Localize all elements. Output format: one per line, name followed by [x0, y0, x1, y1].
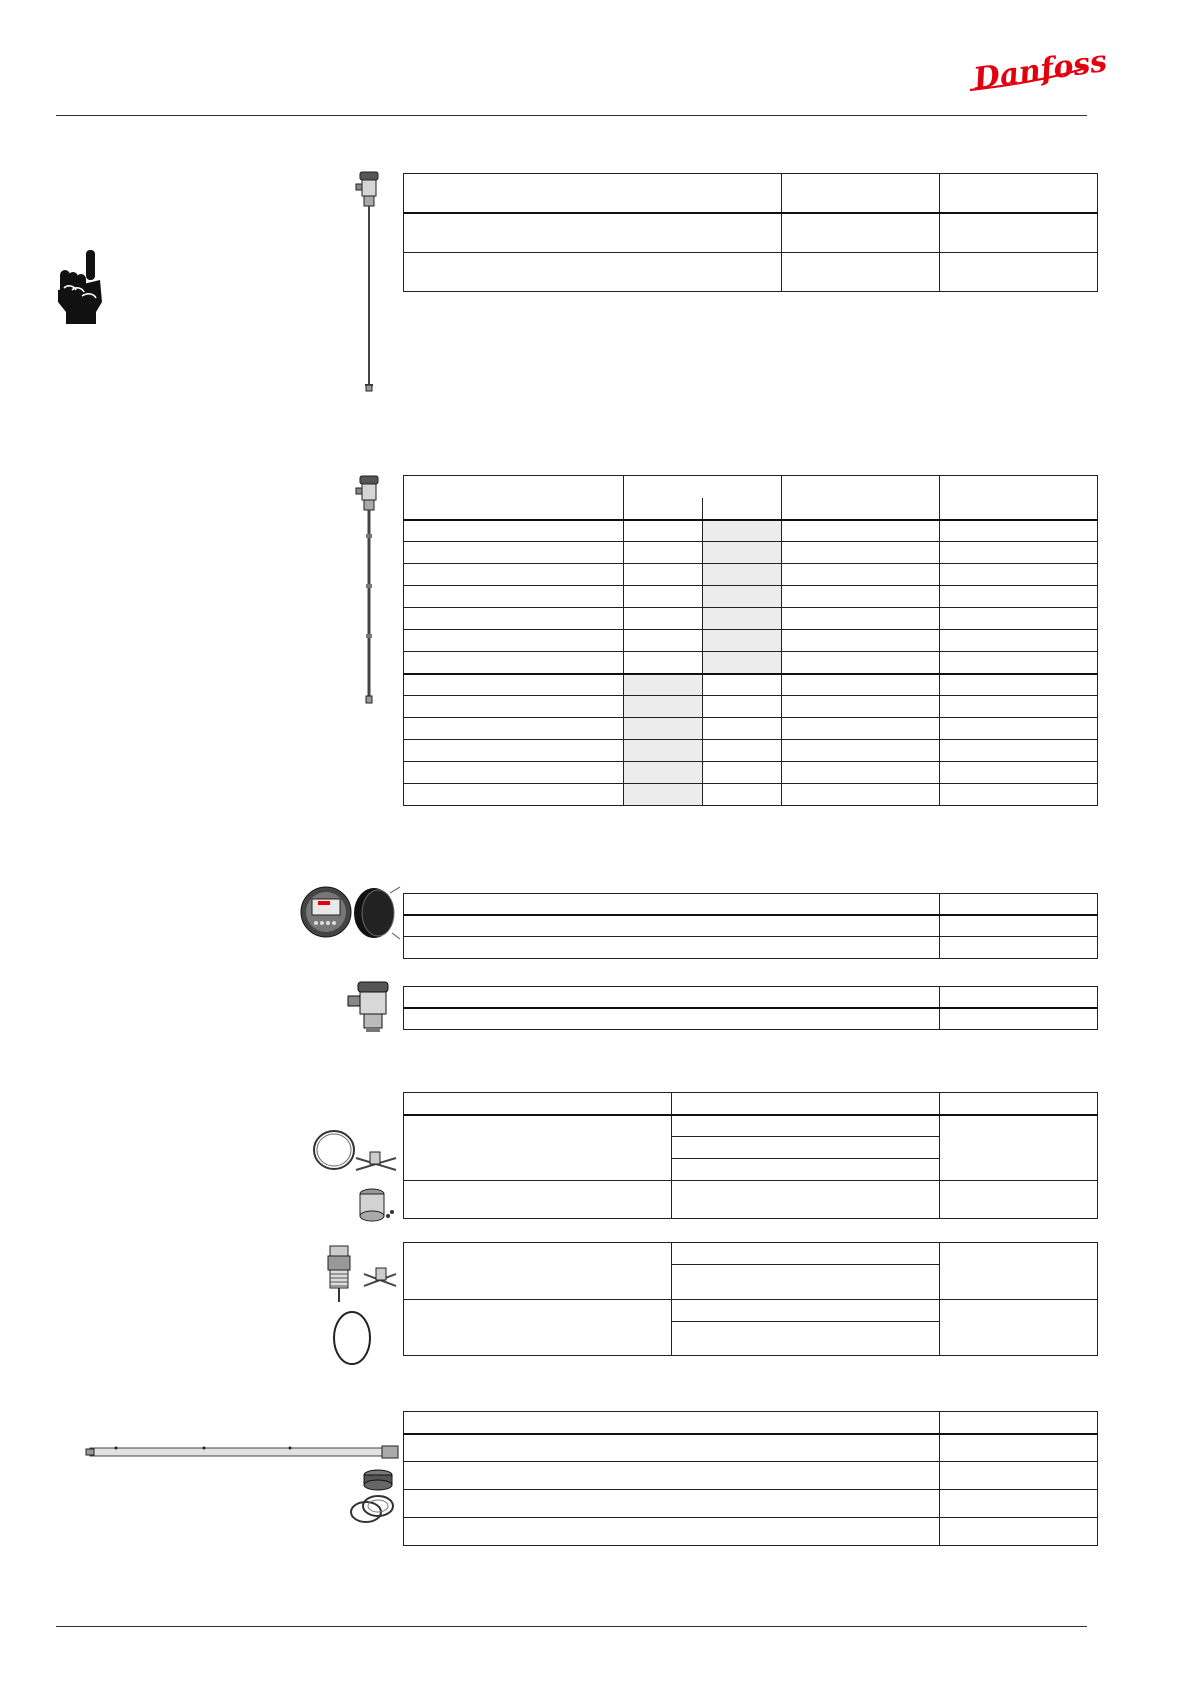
pointing-hand-icon: [56, 250, 108, 324]
table-row: [404, 987, 1098, 1008]
table-cell: [404, 630, 624, 652]
table-cell: [404, 696, 624, 718]
table-cell: [782, 253, 940, 292]
transmitter-head-icon: [346, 978, 394, 1034]
table-cell: [782, 174, 940, 213]
thread-adapter-icon: [324, 1244, 398, 1368]
table-row: [404, 213, 1098, 253]
svg-text:Danfoss: Danfoss: [971, 43, 1110, 98]
table-row: [404, 1434, 1098, 1462]
danfoss-logo: [966, 43, 1110, 98]
table-row: [404, 1490, 1098, 1518]
table-cell: [703, 564, 782, 586]
table-cell: [940, 608, 1098, 630]
sub-divider: [702, 498, 703, 520]
table-cell: [703, 740, 782, 762]
table-cell: [940, 1181, 1098, 1219]
probe-table-2: [403, 475, 1098, 806]
table-cell: [940, 174, 1098, 213]
table-cell: [404, 1300, 672, 1356]
table-cell: [404, 1462, 940, 1490]
table-cell: [404, 674, 624, 696]
table-cell: [624, 674, 703, 696]
gasket-rings-icon: [348, 1494, 396, 1524]
table-cell: [404, 1412, 940, 1434]
table-cell: [940, 740, 1098, 762]
table-cell: [940, 542, 1098, 564]
table-cell: [940, 253, 1098, 292]
table-row: [404, 542, 1098, 564]
table-row: [404, 1518, 1098, 1546]
table-row: [404, 1008, 1098, 1030]
table-cell: [782, 213, 940, 253]
table-cell: [782, 586, 940, 608]
table-cell: [404, 652, 624, 674]
table-cell: [703, 784, 782, 806]
table-cell: [624, 586, 703, 608]
table-cell: [703, 652, 782, 674]
table-cell: [940, 1243, 1098, 1300]
table-cell: [672, 1137, 940, 1159]
table-cell: [404, 718, 624, 740]
table-cell: [404, 894, 940, 915]
table-row: [404, 652, 1098, 674]
table-cell: [672, 1093, 940, 1115]
table-cell: [782, 740, 940, 762]
table-row: [404, 915, 1098, 937]
table-row: [404, 174, 1098, 213]
table-row: [404, 1243, 1098, 1265]
accessory-table-2: [403, 1242, 1098, 1356]
table-cell: [703, 718, 782, 740]
table-cell: [404, 915, 940, 937]
table-cell: [703, 674, 782, 696]
table-cell: [782, 696, 940, 718]
table-cell: [940, 987, 1098, 1008]
table-cell: [404, 542, 624, 564]
table-row: [404, 630, 1098, 652]
table-cell: [940, 762, 1098, 784]
table-cell: [940, 894, 1098, 915]
table-cell: [404, 1181, 672, 1219]
display-module-icon: [300, 885, 404, 941]
table-cell: [404, 1093, 672, 1115]
table-cell: [624, 652, 703, 674]
table-cell: [404, 937, 940, 959]
table-cell: [940, 718, 1098, 740]
table-cell: [404, 762, 624, 784]
footer-rule: [56, 1626, 1087, 1627]
table-cell: [940, 476, 1098, 520]
table-cell: [703, 696, 782, 718]
table-cell: [940, 1462, 1098, 1490]
table-cell: [404, 1518, 940, 1546]
table-cell: [940, 652, 1098, 674]
display-table: [403, 893, 1098, 959]
weld-socket-icon: [356, 1186, 396, 1226]
table-cell: [404, 1490, 940, 1518]
table-row: [404, 1300, 1098, 1322]
table-cell: [940, 1300, 1098, 1356]
table-cell: [782, 784, 940, 806]
table-cell: [624, 762, 703, 784]
table-cell: [672, 1265, 940, 1300]
table-cell: [624, 564, 703, 586]
table-cell: [782, 718, 940, 740]
table-cell: [404, 174, 782, 213]
table-cell: [782, 674, 940, 696]
table-cell: [703, 542, 782, 564]
table-row: [404, 740, 1098, 762]
table-cell: [672, 1159, 940, 1181]
table-cell: [624, 718, 703, 740]
table-row: [404, 520, 1098, 542]
danfoss-logo-icon: [966, 43, 1110, 98]
transmitter-table: [403, 986, 1098, 1030]
table-cell: [404, 564, 624, 586]
table-cell: [404, 1434, 940, 1462]
table-cell: [404, 784, 624, 806]
table-cell: [703, 520, 782, 542]
table-cell: [940, 1412, 1098, 1434]
header-rule: [56, 115, 1087, 116]
table-cell: [940, 586, 1098, 608]
table-cell: [703, 586, 782, 608]
table-cell: [782, 476, 940, 520]
table-row: [404, 586, 1098, 608]
table-cell: [404, 1115, 672, 1181]
table-cell: [703, 630, 782, 652]
table-row: [404, 253, 1098, 292]
accessory-table-1: [403, 1092, 1098, 1219]
table-cell: [404, 253, 782, 292]
table-cell: [624, 520, 703, 542]
table-row: [404, 1093, 1098, 1115]
table-cell: [940, 915, 1098, 937]
table-row: [404, 1181, 1098, 1219]
table-cell: [782, 542, 940, 564]
table-cell: [940, 674, 1098, 696]
table-cell: [703, 762, 782, 784]
table-cell: [404, 1008, 940, 1030]
table-cell: [940, 1434, 1098, 1462]
table-cell: [940, 1093, 1098, 1115]
table-cell: [672, 1115, 940, 1137]
segmented-probe-icon: [354, 474, 382, 706]
table-row: [404, 1115, 1098, 1137]
table-cell: [672, 1181, 940, 1219]
table-cell: [940, 630, 1098, 652]
table-cell: [672, 1243, 940, 1265]
table-cell: [940, 520, 1098, 542]
table-row: [404, 937, 1098, 959]
table-cell: [624, 740, 703, 762]
table-cell: [782, 564, 940, 586]
table-cell: [782, 520, 940, 542]
probe-table-1: [403, 173, 1098, 292]
extension-rod-icon: [86, 1444, 402, 1460]
table-row: [404, 476, 1098, 520]
table-cell: [404, 1243, 672, 1300]
table-cell: [782, 762, 940, 784]
table-cell: [940, 564, 1098, 586]
table-cell: [940, 696, 1098, 718]
table-cell: [624, 784, 703, 806]
cable-weight-icon: [312, 1128, 398, 1184]
table-row: [404, 718, 1098, 740]
table-cell: [782, 630, 940, 652]
table-cell: [404, 520, 624, 542]
table-cell: [404, 987, 940, 1008]
table-cell: [782, 608, 940, 630]
table-cell: [624, 608, 703, 630]
table-cell: [404, 586, 624, 608]
table-cell: [940, 1518, 1098, 1546]
table-row: [404, 608, 1098, 630]
table-cell: [404, 213, 782, 253]
table-cell: [940, 213, 1098, 253]
table-cell: [404, 740, 624, 762]
table-cell: [940, 1008, 1098, 1030]
table-cell: [624, 542, 703, 564]
table-cell: [404, 476, 624, 520]
table-cell: [703, 608, 782, 630]
table-row: [404, 894, 1098, 915]
table-row: [404, 696, 1098, 718]
table-cell: [672, 1322, 940, 1356]
table-row: [404, 1462, 1098, 1490]
table-row: [404, 1412, 1098, 1434]
table-cell: [672, 1300, 940, 1322]
table-cell: [624, 476, 782, 520]
nut-icon: [362, 1468, 394, 1492]
accessory-table-3: [403, 1411, 1098, 1546]
coaxial-probe-icon: [354, 170, 382, 396]
table-cell: [940, 1490, 1098, 1518]
table-row: [404, 564, 1098, 586]
table-cell: [940, 784, 1098, 806]
table-cell: [782, 652, 940, 674]
table-cell: [940, 1115, 1098, 1181]
table-cell: [404, 608, 624, 630]
table-row: [404, 784, 1098, 806]
table-cell: [940, 937, 1098, 959]
table-row: [404, 674, 1098, 696]
table-cell: [624, 630, 703, 652]
table-row: [404, 762, 1098, 784]
table-cell: [624, 696, 703, 718]
